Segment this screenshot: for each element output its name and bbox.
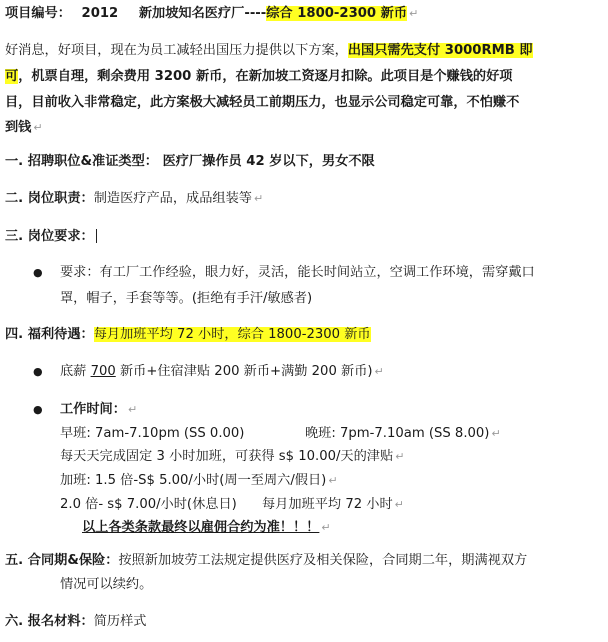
- requirements-line-2: 罩，帽子，手套等等。(拒绝有手汗/敏感者): [60, 291, 313, 306]
- section-4-benefits: [5, 325, 371, 345]
- intro-text-2: ，机票自理，剩余费用 3200 新币，在新加坡工资逐月扣除。此项目是个赚钱的好项: [18, 69, 513, 84]
- section-4-highlight: 每月加班平均 72 小时，综合 1800-2300 新币: [93, 327, 371, 342]
- paragraph-mark: ↵: [409, 7, 419, 20]
- overtime-fixed-text: 每天天完成固定 3 小时加班，可获得 s$ 10.00/天的津贴: [60, 449, 394, 464]
- section-5-heading: 五. 合同期&保险：: [5, 553, 119, 568]
- section-5-contract: [5, 551, 527, 571]
- paragraph-mark: ↵: [395, 450, 405, 463]
- bullet-icon: ●: [33, 365, 43, 378]
- intro-highlight-2: 可: [5, 69, 19, 84]
- work-hours-heading: [60, 400, 137, 420]
- contract-note: [82, 518, 331, 538]
- salary-text: 底薪: [60, 364, 91, 379]
- paragraph-mark: ↵: [321, 521, 331, 534]
- paragraph-mark: ↵: [33, 121, 43, 134]
- section-6-heading: 六. 报名材料：: [5, 614, 94, 629]
- section-6-materials: [5, 612, 146, 632]
- section-4-heading: 四. 福利待遇：: [5, 327, 94, 342]
- project-title: 新加坡知名医疗厂----: [138, 6, 267, 21]
- overtime-fixed: [60, 447, 404, 467]
- intro-highlight: 出国只需先支付 3000RMB 即: [347, 43, 533, 58]
- requirements-line-1: 要求：有工厂工作经验，眼力好，灵活，能长时间站立，空调工作环境，需穿戴口: [60, 265, 535, 280]
- day-shift: 早班: 7am-7.10pm (SS 0.00): [60, 426, 245, 441]
- section-5-body-1: 按照新加坡劳工法规定提供医疗及相关保险，合同期二年，期满视双方: [118, 553, 528, 568]
- night-shift: [305, 424, 501, 444]
- section-2-body: 制造医疗产品，成品组装等: [93, 191, 252, 206]
- intro-text-4: 到钱: [5, 120, 32, 135]
- project-number-label: 项目编号：: [5, 6, 71, 21]
- project-salary-highlight: 综合 1800-2300 新币: [266, 6, 408, 21]
- night-shift-text: 晚班: 7pm-7.10am (SS 8.00): [305, 426, 490, 441]
- section-2-heading: 二. 岗位职责：: [5, 191, 94, 206]
- project-header: [5, 4, 418, 24]
- salary-text-2: 新币+住宿津贴 200 新币+满勤 200 新币): [115, 364, 373, 379]
- paragraph-mark: ↵: [491, 427, 501, 440]
- bullet-icon: ●: [33, 403, 43, 416]
- base-salary: 700: [90, 364, 116, 379]
- intro-line-1: [5, 41, 533, 61]
- paragraph-mark: ↵: [127, 403, 138, 416]
- contract-note-text: 以上各类条款最终以雇佣合约为准！！！: [82, 520, 320, 535]
- overtime-rate-1-text: 加班: 1.5 倍-S$ 5.00/小时(周一至周六/假日): [60, 473, 327, 488]
- section-2-duties: [5, 189, 263, 209]
- overtime-average: [262, 495, 404, 515]
- bullet-icon: ●: [33, 266, 43, 279]
- text-cursor: [96, 229, 97, 243]
- section-6-body: 简历样式: [93, 614, 147, 629]
- section-1-recruitment: 一. 招聘职位&准证类型： 医疗厂操作员 42 岁以下，男女不限: [5, 154, 375, 169]
- intro-line-4: [5, 118, 43, 138]
- intro-line-3: 目，目前收入非常稳定，此方案极大减轻员工前期压力，也显示公司稳定可靠，不怕赚不: [5, 95, 520, 110]
- section-3-heading: 三. 岗位要求：: [5, 229, 94, 244]
- section-5-line-2: 情况可以续约。: [60, 577, 153, 592]
- overtime-average-text: 每月加班平均 72 小时: [262, 497, 393, 512]
- paragraph-mark: ↵: [253, 192, 264, 205]
- salary-line: [60, 362, 384, 382]
- intro-text: 好消息，好项目，现在为员工减轻出国压力提供以下方案，: [5, 43, 348, 58]
- intro-line-2: [5, 67, 512, 87]
- paragraph-mark: ↵: [394, 498, 404, 511]
- paragraph-mark: ↵: [328, 474, 338, 487]
- section-3-requirements: [5, 227, 97, 247]
- overtime-rate-2: 2.0 倍- s$ 7.00/小时(休息日): [60, 497, 237, 512]
- overtime-rate-1: [60, 471, 338, 491]
- paragraph-mark: ↵: [374, 365, 384, 378]
- project-number: 2012: [81, 6, 119, 21]
- work-hours-label: 工作时间：: [60, 402, 126, 417]
